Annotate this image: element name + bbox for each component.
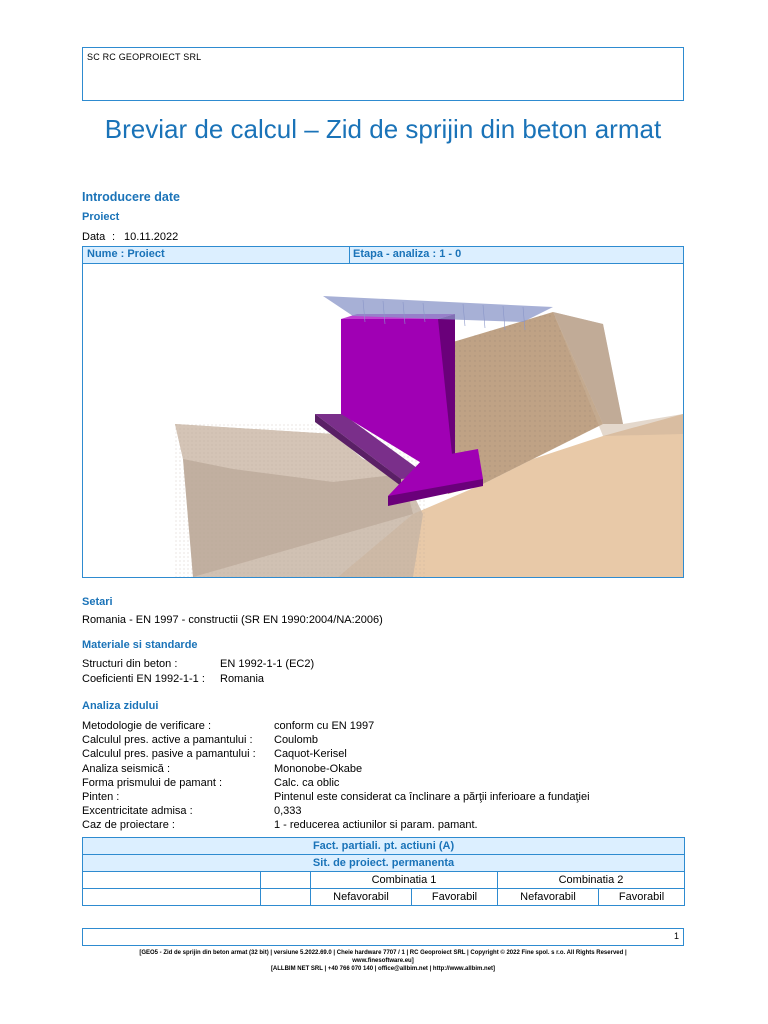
analiza-value-5: Pintenul este considerat ca înclinare a părţii inferioare a fundaţiei — [274, 791, 590, 803]
footer-line-2: www.finesoftware.eu] — [352, 958, 414, 964]
combo2-nefav-header: Nefavorabil — [498, 889, 599, 906]
factors-table-title: Fact. partiali. pt. actiuni (A) — [83, 838, 685, 855]
analiza-value-6: 0,333 — [274, 805, 302, 817]
analiza-value-4: Calc. ca oblic — [274, 777, 340, 789]
analiza-value-0: conform cu EN 1997 — [274, 720, 375, 732]
analiza-label-5: Pinten : — [82, 791, 120, 803]
analiza-value-2: Caquot-Kerisel — [274, 748, 347, 760]
materiale-value-0: EN 1992-1-1 (EC2) — [220, 658, 315, 670]
materiale-label-0: Structuri din beton : — [82, 658, 178, 670]
page-title: Breviar de calcul – Zid de sprijin din beton armat — [104, 114, 662, 144]
combo1-fav-header: Favorabil — [412, 889, 498, 906]
materiale-label-1: Coeficienti EN 1992-1-1 : — [82, 673, 205, 685]
wall-model-drawing — [83, 264, 683, 577]
figure-stage-label: Etapa - analiza : 1 - 0 — [353, 248, 462, 260]
date-label: Data — [82, 231, 106, 243]
wall-3d-figure — [82, 246, 684, 578]
footer-line-3: [ALLBIM NET SRL | +40 766 070 140 | office@allbim.net | http://www.allbim.net] — [270, 966, 496, 972]
factors-table-subtitle: Sit. de proiect. permanenta — [83, 855, 685, 872]
table-cell-empty — [83, 872, 261, 889]
section-intro-heading: Introducere date — [82, 190, 180, 204]
date-sep: : — [112, 231, 116, 243]
analiza-label-3: Analiza seismică : — [82, 763, 171, 775]
analiza-label-1: Calculul pres. active a pamantului : — [82, 734, 253, 746]
footer-line-1: [GEO5 - Zid de sprijin din beton armat (32 bit) | versiune 5.2022.69.0 | Cheie hardware 7707 / 1 | RC Geoproiect SRL | Copyright © 2022 Fine spol. s r.o. All Rights Reserved | — [139, 950, 627, 956]
section-analiza-heading: Analiza zidului — [82, 700, 159, 712]
section-proiect-heading: Proiect — [82, 211, 120, 223]
combo2-header: Combinatia 2 — [498, 872, 685, 889]
figure-name-label: Nume : Proiect — [87, 248, 165, 260]
company-name: SC RC GEOPROIECT SRL — [87, 52, 202, 62]
page-number: 1 — [673, 931, 679, 941]
table-cell-empty — [83, 889, 261, 906]
section-setari-heading: Setari — [82, 596, 113, 608]
combo1-header: Combinatia 1 — [311, 872, 498, 889]
figure-header — [83, 247, 683, 264]
analiza-label-4: Forma prismului de pamant : — [82, 777, 222, 789]
combo2-fav-header: Favorabil — [599, 889, 685, 906]
setari-value: Romania - EN 1997 - constructii (SR EN 1990:2004/NA:2006) — [82, 614, 383, 626]
analiza-value-1: Coulomb — [274, 734, 319, 746]
factors-table — [82, 837, 685, 906]
section-materiale-heading: Materiale si standarde — [82, 639, 198, 651]
analiza-value-3: Mononobe-Okabe — [274, 763, 363, 775]
header-box — [82, 47, 684, 101]
analiza-value-7: 1 - reducerea actiunilor si param. pamant. — [274, 819, 478, 831]
date-value: 10.11.2022 — [124, 231, 179, 243]
table-cell-empty — [261, 889, 311, 906]
analiza-label-2: Calculul pres. pasive a pamantului : — [82, 748, 256, 760]
analiza-label-6: Excentricitate admisa : — [82, 805, 193, 817]
analiza-label-0: Metodologie de verificare : — [82, 720, 212, 732]
figure-header-divider — [349, 247, 350, 263]
table-cell-empty — [261, 872, 311, 889]
materiale-value-1: Romania — [220, 673, 265, 685]
combo1-nefav-header: Nefavorabil — [311, 889, 412, 906]
analiza-label-7: Caz de proiectare : — [82, 819, 175, 831]
footer-box — [82, 928, 684, 946]
